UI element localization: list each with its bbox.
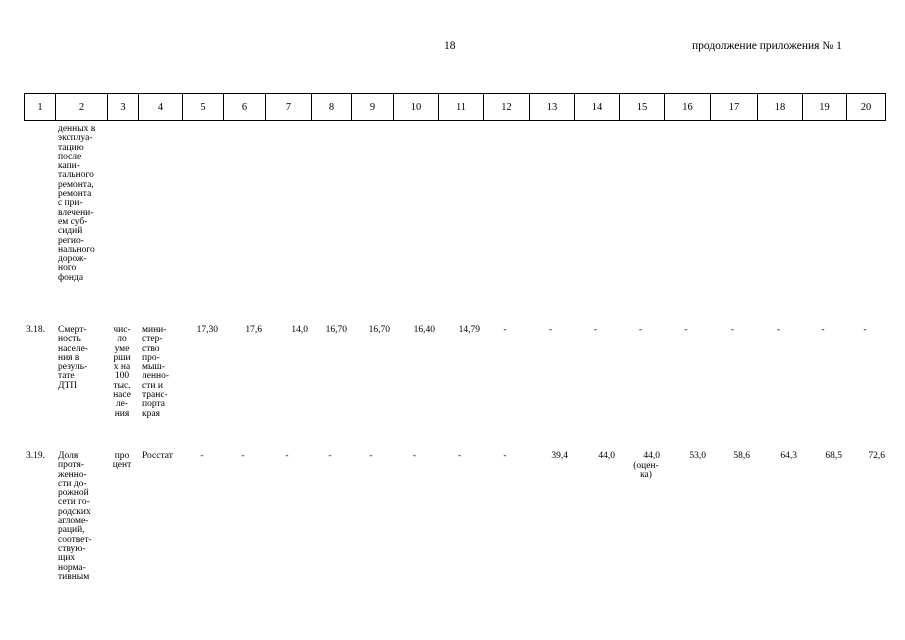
col-header: 20 [847,94,886,121]
value-col-6: - [241,451,245,461]
value-col-13: - [548,325,553,335]
value-col-15: 44,0 [643,451,660,461]
value-col-12: - [503,451,507,461]
row-number: 3.18. [26,325,45,335]
value-col-7: - [285,451,289,461]
value-col-9: 16,70 [368,325,390,335]
page-number: 18 [444,40,456,52]
header-row [25,94,886,121]
col-header: 18 [758,94,803,121]
value-col-9: - [369,451,373,461]
col-header: 14 [575,94,620,121]
col-header: 13 [530,94,575,121]
indicator-name: Доля протя- женно- сти до- рожной сети го- родских агломе- раций, соответ- ствую- щих норма- тивным [58,451,92,582]
value-col-8: 16,70 [325,325,347,335]
col-header: 6 [224,94,266,121]
continuation-label: продолжение приложения № 1 [692,40,842,52]
column-header-table [24,93,886,121]
value-col-20: 72,6 [868,451,885,461]
col-header: 7 [266,94,312,121]
value-col-10: 16,40 [413,325,435,335]
value-col-6: 17,6 [245,325,262,335]
indicator-name: Смерт- ность населе- ния в резуль- тате ДТП [58,325,88,391]
col-header: 3 [108,94,139,121]
col-header: 19 [803,94,847,121]
value-col-16: 53,0 [689,451,706,461]
value-col-10: - [412,451,417,461]
col-header: 10 [394,94,439,121]
unit: про цент [112,451,132,471]
col-header: 11 [439,94,484,121]
data-source: мини- стер- ство про- мыш- ленно- сти и транс- порта края [142,325,170,419]
value-col-12: - [503,325,507,335]
value-col-14: - [593,325,598,335]
value-col-18: 64,3 [780,451,797,461]
col-header: 5 [183,94,224,121]
value-col-15: - [638,325,643,335]
value-col-19: 68,5 [825,451,842,461]
value-col-20: - [863,325,867,335]
col-header: 8 [312,94,352,121]
col-header: 1 [25,94,56,121]
value-col-5: - [200,451,204,461]
value-col-13: 39,4 [551,451,568,461]
value-col-16: - [684,325,688,335]
row-number: 3.19. [26,451,45,461]
col-header: 2 [56,94,108,121]
value-col-7: 14,0 [291,325,308,335]
value-col-11: 14,79 [458,325,480,335]
value-col-17: 58,6 [733,451,750,461]
col-header: 12 [484,94,530,121]
value-col-14: 44,0 [598,451,615,461]
value-col-17: - [730,325,735,335]
indicator-name: денных в эксплуа- тацию после капи- тального ремонта, ремонта с при- влечени- ем суб- сидий регио- нального дорож- ного фонда [58,124,96,283]
unit: чис- ло уме рши х на 100 тыс. насе ле- ния [113,325,131,419]
col-header: 9 [352,94,394,121]
col-header: 4 [139,94,183,121]
value-col-19: - [821,325,825,335]
value-col-11: - [457,451,462,461]
value-col-18: - [776,325,781,335]
col-header: 15 [620,94,665,121]
col-header: 16 [665,94,711,121]
col-header: 17 [711,94,758,121]
value-col-15-note: (оцен- ка) [633,461,659,481]
value-col-5: 17,30 [196,325,218,335]
data-source: Росстат [142,451,173,461]
value-col-8: - [328,451,332,461]
